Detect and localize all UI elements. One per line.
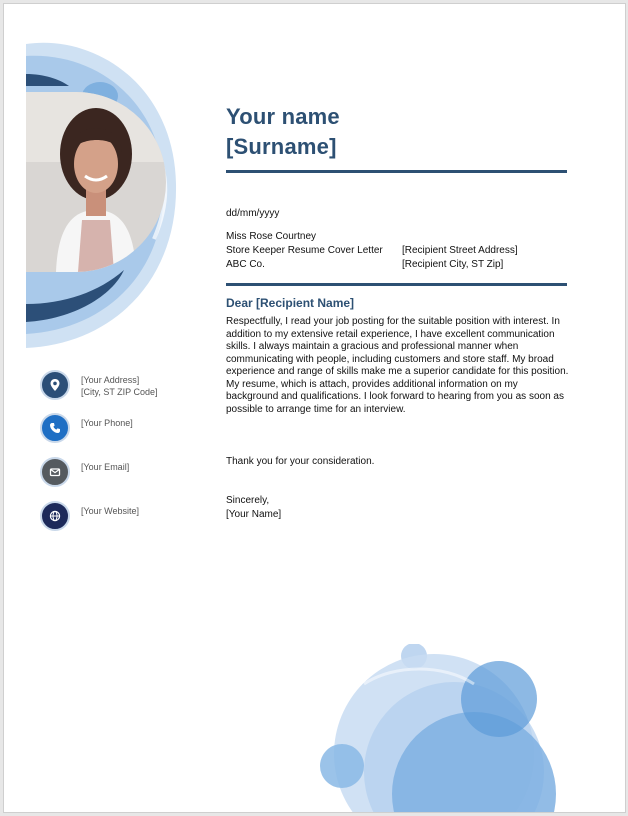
- contact-website-label: [Your Website]: [81, 506, 140, 516]
- letter-body: Respectfully, I read your job posting for the suitable position with interest. In addition to my extensive retail experience, I have excellent communication skills. I always maintain a gracious and professional manner when communicating with people, including customers and store staff. My broad experience and range of skills make me a superior candidate for this position. My resume, which is attach, provides additional information on my background and qualifications. I look forward to hearing from you as soon as possible to arrange time for an interview.: [226, 316, 569, 415]
- sender-block: [226, 230, 383, 272]
- closing: Sincerely,: [226, 495, 270, 506]
- sender-name: Miss Rose Courtney: [226, 231, 317, 242]
- address-line1: [Your Address]: [81, 375, 140, 385]
- name-heading: [226, 102, 340, 162]
- map-pin-icon: [40, 370, 70, 400]
- address-line2: [City, ST ZIP Code]: [81, 387, 158, 397]
- recipient-city: [Recipient City, ST Zip]: [402, 259, 504, 270]
- sender-title: Store Keeper Resume Cover Letter: [226, 245, 383, 256]
- salutation: Dear [Recipient Name]: [226, 296, 355, 310]
- sender-company: ABC Co.: [226, 259, 265, 270]
- recipient-street: [Recipient Street Address]: [402, 245, 518, 256]
- contact-phone-label: [Your Phone]: [81, 418, 133, 428]
- letter-date: dd/mm/yyyy: [226, 208, 280, 219]
- decorative-circles: [304, 644, 584, 813]
- email-icon: [40, 457, 70, 487]
- contact-email-label: [Your Email]: [81, 462, 130, 472]
- globe-icon: [40, 501, 70, 531]
- closing-block: [226, 494, 281, 522]
- letter-thanks: Thank you for your consideration.: [226, 456, 375, 467]
- surname: [Surname]: [226, 134, 337, 159]
- contact-address-label: [81, 374, 211, 398]
- header-divider: [226, 170, 567, 173]
- cover-letter-page: [3, 3, 626, 813]
- signature: [Your Name]: [226, 509, 282, 520]
- phone-icon: [40, 413, 70, 443]
- recipient-block: [402, 244, 518, 272]
- address-divider: [226, 283, 567, 286]
- first-name: Your name: [226, 104, 340, 129]
